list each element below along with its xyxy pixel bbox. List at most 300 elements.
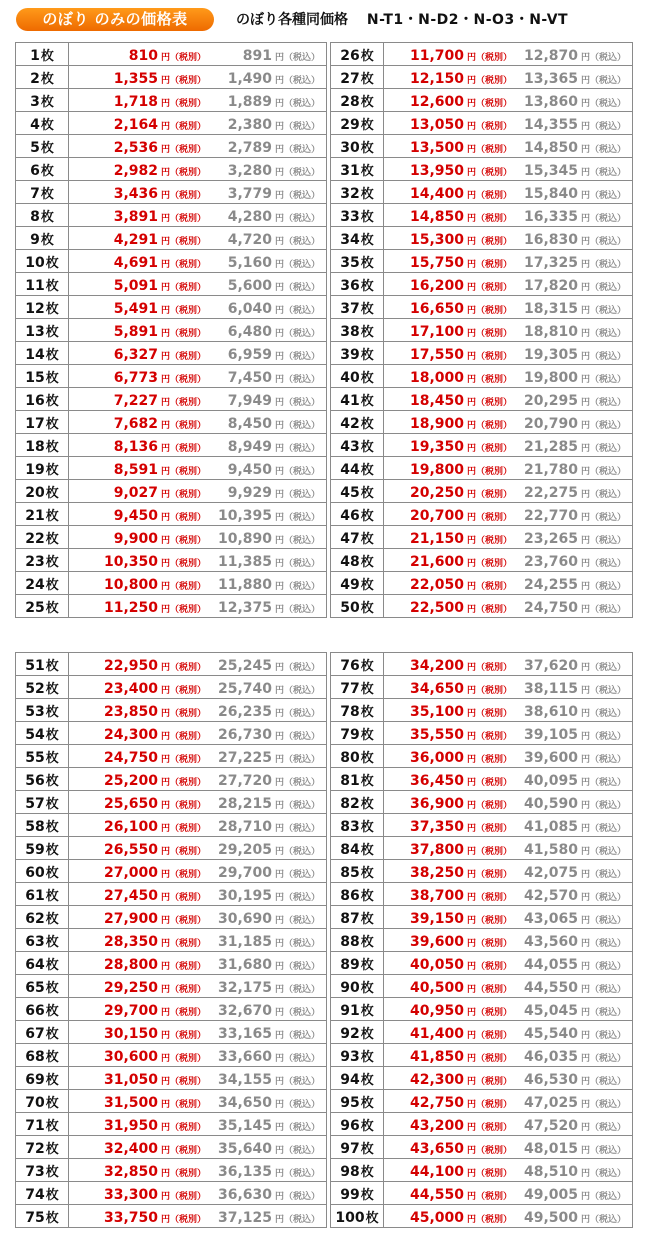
quantity-unit: 枚 <box>45 600 59 616</box>
quantity-unit: 枚 <box>360 819 374 835</box>
quantity-cell <box>331 411 384 434</box>
unit-excl-tax: 円（税別） <box>161 915 207 926</box>
price-row <box>331 181 633 204</box>
unit-excl-tax: 円（税別） <box>467 512 513 523</box>
price-excl-tax: 36,900 <box>409 795 464 812</box>
quantity-unit: 枚 <box>45 1095 59 1111</box>
quantity-value: 50 <box>340 599 360 616</box>
unit-incl-tax: 円（税込） <box>581 1145 627 1156</box>
price-cell <box>384 676 633 699</box>
price-excl-tax: 21,150 <box>409 530 464 547</box>
unit-excl-tax: 円（税別） <box>161 121 207 132</box>
unit-incl-tax: 円（税込） <box>581 98 627 109</box>
price-cell <box>69 883 327 906</box>
quantity-cell <box>331 296 384 319</box>
quantity-unit: 枚 <box>360 163 374 179</box>
unit-excl-tax: 円（税別） <box>161 1007 207 1018</box>
quantity-unit: 枚 <box>45 681 59 697</box>
quantity-unit: 枚 <box>45 934 59 950</box>
price-excl-tax: 45,000 <box>409 1209 464 1226</box>
quantity-unit: 枚 <box>45 888 59 904</box>
unit-excl-tax: 円（税別） <box>467 213 513 224</box>
quantity-cell <box>331 906 384 929</box>
quantity-cell <box>331 722 384 745</box>
unit-excl-tax: 円（税別） <box>467 397 513 408</box>
unit-incl-tax: 円（税込） <box>581 420 627 431</box>
price-excl-tax: 26,100 <box>103 818 158 835</box>
unit-incl-tax: 円（税込） <box>581 731 627 742</box>
unit-excl-tax: 円（税別） <box>161 581 207 592</box>
price-row <box>331 1044 633 1067</box>
price-incl-tax: 41,085 <box>523 818 578 835</box>
unit-incl-tax: 円（税込） <box>581 685 627 696</box>
unit-excl-tax: 円（税別） <box>161 1168 207 1179</box>
price-cell <box>69 837 327 860</box>
quantity-value: 43 <box>340 438 360 455</box>
quantity-cell <box>331 1021 384 1044</box>
price-excl-tax: 21,600 <box>409 553 464 570</box>
unit-incl-tax: 円（税込） <box>275 558 321 569</box>
unit-incl-tax: 円（税込） <box>581 581 627 592</box>
price-cell <box>384 998 633 1021</box>
quantity-value: 67 <box>25 1025 45 1042</box>
unit-incl-tax: 円（税込） <box>275 397 321 408</box>
price-cell <box>384 549 633 572</box>
price-cell <box>384 181 633 204</box>
price-row <box>16 791 327 814</box>
quantity-value: 55 <box>25 749 45 766</box>
price-cell <box>384 952 633 975</box>
unit-incl-tax: 円（税込） <box>275 892 321 903</box>
price-incl-tax: 38,115 <box>523 680 578 697</box>
price-row <box>16 250 327 273</box>
price-cell <box>69 676 327 699</box>
unit-incl-tax: 円（税込） <box>275 984 321 995</box>
quantity-value: 87 <box>340 910 360 927</box>
quantity-value: 40 <box>340 369 360 386</box>
quantity-unit: 枚 <box>45 347 59 363</box>
price-cell <box>384 1182 633 1205</box>
unit-excl-tax: 円（税別） <box>161 259 207 270</box>
price-row <box>331 434 633 457</box>
price-cell <box>384 365 633 388</box>
price-excl-tax: 19,800 <box>409 461 464 478</box>
price-table-1-25 <box>15 42 327 618</box>
quantity-value: 91 <box>340 1002 360 1019</box>
price-excl-tax: 38,250 <box>409 864 464 881</box>
quantity-value: 57 <box>25 795 45 812</box>
quantity-cell <box>331 791 384 814</box>
price-excl-tax: 42,300 <box>409 1071 464 1088</box>
price-cell <box>69 1021 327 1044</box>
price-cell <box>384 1021 633 1044</box>
unit-incl-tax: 円（税込） <box>581 892 627 903</box>
price-incl-tax: 35,640 <box>217 1140 272 1157</box>
quantity-cell <box>16 975 69 998</box>
price-cell <box>384 791 633 814</box>
price-excl-tax: 6,327 <box>113 346 158 363</box>
quantity-unit: 枚 <box>45 278 59 294</box>
quantity-value: 13 <box>25 323 45 340</box>
price-incl-tax: 15,840 <box>523 185 578 202</box>
quantity-cell <box>16 480 69 503</box>
quantity-cell <box>331 595 384 618</box>
unit-incl-tax: 円（税込） <box>581 512 627 523</box>
quantity-unit: 枚 <box>360 94 374 110</box>
price-row <box>331 883 633 906</box>
price-incl-tax: 43,065 <box>523 910 578 927</box>
price-incl-tax: 45,045 <box>523 1002 578 1019</box>
quantity-unit: 枚 <box>45 255 59 271</box>
quantity-unit: 枚 <box>40 163 54 179</box>
price-row <box>331 1021 633 1044</box>
quantity-value: 2 <box>30 70 40 87</box>
unit-incl-tax: 円（税込） <box>275 800 321 811</box>
price-excl-tax: 35,100 <box>409 703 464 720</box>
price-row <box>331 1067 633 1090</box>
unit-excl-tax: 円（税別） <box>161 984 207 995</box>
quantity-value: 99 <box>340 1186 360 1203</box>
price-excl-tax: 810 <box>128 47 158 64</box>
price-incl-tax: 2,380 <box>227 116 272 133</box>
unit-incl-tax: 円（税込） <box>275 777 321 788</box>
price-row <box>331 929 633 952</box>
price-row <box>331 699 633 722</box>
quantity-cell <box>16 319 69 342</box>
unit-excl-tax: 円（税別） <box>161 754 207 765</box>
unit-excl-tax: 円（税別） <box>467 581 513 592</box>
unit-incl-tax: 円（税込） <box>581 236 627 247</box>
unit-incl-tax: 円（税込） <box>581 282 627 293</box>
price-excl-tax: 31,050 <box>103 1071 158 1088</box>
price-cell <box>69 975 327 998</box>
unit-excl-tax: 円（税別） <box>467 1030 513 1041</box>
quantity-unit: 枚 <box>360 324 374 340</box>
quantity-value: 22 <box>25 530 45 547</box>
quantity-cell <box>16 952 69 975</box>
price-incl-tax: 47,025 <box>523 1094 578 1111</box>
price-excl-tax: 23,400 <box>103 680 158 697</box>
quantity-cell <box>16 1113 69 1136</box>
price-row <box>16 227 327 250</box>
unit-excl-tax: 円（税別） <box>161 731 207 742</box>
quantity-unit: 枚 <box>360 957 374 973</box>
price-row <box>16 814 327 837</box>
quantity-unit: 枚 <box>360 370 374 386</box>
unit-excl-tax: 円（税別） <box>161 190 207 201</box>
quantity-cell <box>16 89 69 112</box>
price-incl-tax: 23,760 <box>523 553 578 570</box>
unit-excl-tax: 円（税別） <box>467 708 513 719</box>
price-incl-tax: 3,280 <box>227 162 272 179</box>
quantity-cell <box>331 860 384 883</box>
price-incl-tax: 12,375 <box>217 599 272 616</box>
price-row <box>16 572 327 595</box>
price-incl-tax: 35,145 <box>217 1117 272 1134</box>
unit-excl-tax: 円（税別） <box>161 374 207 385</box>
quantity-cell <box>16 365 69 388</box>
unit-incl-tax: 円（税込） <box>275 466 321 477</box>
quantity-unit: 枚 <box>360 773 374 789</box>
price-excl-tax: 2,536 <box>113 139 158 156</box>
price-cell <box>69 434 327 457</box>
quantity-unit: 枚 <box>45 658 59 674</box>
price-excl-tax: 34,650 <box>409 680 464 697</box>
quantity-unit: 枚 <box>360 681 374 697</box>
price-row <box>16 1090 327 1113</box>
price-incl-tax: 47,520 <box>523 1117 578 1134</box>
unit-excl-tax: 円（税別） <box>161 777 207 788</box>
quantity-unit: 枚 <box>365 1210 379 1226</box>
price-cell <box>69 1044 327 1067</box>
price-cell <box>384 43 633 66</box>
price-incl-tax: 29,700 <box>217 864 272 881</box>
unit-excl-tax: 円（税別） <box>161 98 207 109</box>
price-excl-tax: 20,250 <box>409 484 464 501</box>
unit-excl-tax: 円（税別） <box>467 1168 513 1179</box>
price-incl-tax: 7,450 <box>227 369 272 386</box>
unit-incl-tax: 円（税込） <box>581 662 627 673</box>
price-cell <box>69 112 327 135</box>
quantity-unit: 枚 <box>45 416 59 432</box>
unit-excl-tax: 円（税別） <box>467 869 513 880</box>
quantity-cell <box>331 158 384 181</box>
quantity-value: 30 <box>340 139 360 156</box>
price-cell <box>69 745 327 768</box>
quantity-cell <box>331 319 384 342</box>
price-incl-tax: 37,125 <box>217 1209 272 1226</box>
price-cell <box>69 1159 327 1182</box>
price-cell <box>69 457 327 480</box>
page-header <box>0 0 646 40</box>
quantity-value: 51 <box>25 657 45 674</box>
price-cell <box>69 860 327 883</box>
price-cell <box>384 250 633 273</box>
quantity-cell <box>331 1044 384 1067</box>
price-row <box>16 860 327 883</box>
unit-incl-tax: 円（税込） <box>275 581 321 592</box>
price-excl-tax: 39,600 <box>409 933 464 950</box>
quantity-cell <box>331 653 384 676</box>
price-incl-tax: 32,175 <box>217 979 272 996</box>
unit-excl-tax: 円（税別） <box>161 1145 207 1156</box>
price-excl-tax: 22,500 <box>409 599 464 616</box>
unit-excl-tax: 円（税別） <box>161 144 207 155</box>
unit-incl-tax: 円（税込） <box>275 1053 321 1064</box>
unit-incl-tax: 円（税込） <box>581 777 627 788</box>
quantity-cell <box>16 1182 69 1205</box>
quantity-unit: 枚 <box>45 957 59 973</box>
price-cell <box>384 837 633 860</box>
price-excl-tax: 25,650 <box>103 795 158 812</box>
unit-incl-tax: 円（税込） <box>581 869 627 880</box>
unit-incl-tax: 円（税込） <box>275 1099 321 1110</box>
price-row <box>16 1044 327 1067</box>
quantity-cell <box>16 883 69 906</box>
unit-incl-tax: 円（税込） <box>275 961 321 972</box>
quantity-cell <box>16 676 69 699</box>
unit-excl-tax: 円（税別） <box>467 420 513 431</box>
quantity-value: 76 <box>340 657 360 674</box>
unit-incl-tax: 円（税込） <box>581 52 627 63</box>
price-row <box>16 135 327 158</box>
price-excl-tax: 2,164 <box>113 116 158 133</box>
price-incl-tax: 43,560 <box>523 933 578 950</box>
quantity-value: 78 <box>340 703 360 720</box>
price-row <box>331 676 633 699</box>
price-incl-tax: 34,650 <box>217 1094 272 1111</box>
quantity-value: 4 <box>30 116 40 133</box>
quantity-cell <box>331 112 384 135</box>
price-excl-tax: 25,200 <box>103 772 158 789</box>
quantity-cell <box>331 1136 384 1159</box>
quantity-cell <box>16 158 69 181</box>
quantity-unit: 枚 <box>45 842 59 858</box>
unit-excl-tax: 円（税別） <box>161 1030 207 1041</box>
unit-incl-tax: 円（税込） <box>581 558 627 569</box>
price-incl-tax: 12,870 <box>523 47 578 64</box>
quantity-cell <box>331 181 384 204</box>
quantity-value: 32 <box>340 185 360 202</box>
price-cell <box>384 273 633 296</box>
unit-incl-tax: 円（税込） <box>581 938 627 949</box>
quantity-value: 88 <box>340 933 360 950</box>
unit-incl-tax: 円（税込） <box>275 535 321 546</box>
quantity-value: 18 <box>25 438 45 455</box>
price-excl-tax: 22,950 <box>103 657 158 674</box>
price-excl-tax: 15,300 <box>409 231 464 248</box>
quantity-unit: 枚 <box>45 819 59 835</box>
unit-incl-tax: 円（税込） <box>275 846 321 857</box>
price-incl-tax: 16,830 <box>523 231 578 248</box>
unit-incl-tax: 円（税込） <box>581 823 627 834</box>
unit-incl-tax: 円（税込） <box>581 489 627 500</box>
unit-excl-tax: 円（税別） <box>161 1099 207 1110</box>
quantity-value: 80 <box>340 749 360 766</box>
price-incl-tax: 2,789 <box>227 139 272 156</box>
quantity-cell <box>331 434 384 457</box>
unit-excl-tax: 円（税別） <box>467 938 513 949</box>
price-excl-tax: 27,000 <box>103 864 158 881</box>
price-incl-tax: 22,275 <box>523 484 578 501</box>
price-row <box>331 89 633 112</box>
price-incl-tax: 34,155 <box>217 1071 272 1088</box>
quantity-unit: 枚 <box>360 842 374 858</box>
quantity-cell <box>331 457 384 480</box>
unit-incl-tax: 円（税込） <box>581 328 627 339</box>
quantity-cell <box>16 434 69 457</box>
price-excl-tax: 17,100 <box>409 323 464 340</box>
quantity-value: 86 <box>340 887 360 904</box>
price-incl-tax: 29,205 <box>217 841 272 858</box>
unit-excl-tax: 円（税別） <box>161 685 207 696</box>
unit-incl-tax: 円（税込） <box>275 144 321 155</box>
quantity-cell <box>331 89 384 112</box>
unit-excl-tax: 円（税別） <box>467 892 513 903</box>
unit-excl-tax: 円（税別） <box>467 685 513 696</box>
quantity-unit: 枚 <box>360 600 374 616</box>
unit-incl-tax: 円（税込） <box>581 1214 627 1225</box>
unit-excl-tax: 円（税別） <box>467 144 513 155</box>
price-excl-tax: 40,500 <box>409 979 464 996</box>
price-incl-tax: 40,095 <box>523 772 578 789</box>
price-excl-tax: 12,600 <box>409 93 464 110</box>
unit-excl-tax: 円（税別） <box>161 869 207 880</box>
price-row <box>16 975 327 998</box>
price-cell <box>69 204 327 227</box>
quantity-value: 45 <box>340 484 360 501</box>
price-cell <box>384 388 633 411</box>
quantity-value: 19 <box>25 461 45 478</box>
price-row <box>16 906 327 929</box>
price-row <box>331 112 633 135</box>
quantity-value: 1 <box>30 47 40 64</box>
quantity-cell <box>16 43 69 66</box>
price-excl-tax: 34,200 <box>409 657 464 674</box>
unit-incl-tax: 円（税込） <box>275 98 321 109</box>
unit-excl-tax: 円（税別） <box>467 662 513 673</box>
quantity-cell <box>16 112 69 135</box>
quantity-value: 20 <box>25 484 45 501</box>
unit-incl-tax: 円（税込） <box>275 489 321 500</box>
unit-excl-tax: 円（税別） <box>161 800 207 811</box>
quantity-unit: 枚 <box>360 658 374 674</box>
quantity-unit: 枚 <box>45 1026 59 1042</box>
price-row <box>16 883 327 906</box>
unit-incl-tax: 円（税込） <box>581 984 627 995</box>
quantity-value: 21 <box>25 507 45 524</box>
quantity-cell <box>331 1182 384 1205</box>
price-incl-tax: 41,580 <box>523 841 578 858</box>
price-cell <box>384 595 633 618</box>
quantity-value: 47 <box>340 530 360 547</box>
price-incl-tax: 21,780 <box>523 461 578 478</box>
quantity-value: 12 <box>25 300 45 317</box>
quantity-cell <box>331 883 384 906</box>
quantity-unit: 枚 <box>45 796 59 812</box>
price-excl-tax: 4,691 <box>113 254 158 271</box>
quantity-value: 84 <box>340 841 360 858</box>
quantity-value: 24 <box>25 576 45 593</box>
price-row <box>331 204 633 227</box>
quantity-unit: 枚 <box>360 393 374 409</box>
price-incl-tax: 33,660 <box>217 1048 272 1065</box>
quantity-cell <box>16 1205 69 1228</box>
quantity-cell <box>16 595 69 618</box>
price-row <box>331 227 633 250</box>
price-cell <box>384 89 633 112</box>
quantity-unit: 枚 <box>45 1003 59 1019</box>
quantity-unit: 枚 <box>40 232 54 248</box>
price-row <box>331 837 633 860</box>
price-excl-tax: 17,550 <box>409 346 464 363</box>
price-cell <box>69 158 327 181</box>
quantity-value: 34 <box>340 231 360 248</box>
price-row <box>16 952 327 975</box>
price-row <box>16 1205 327 1228</box>
unit-excl-tax: 円（税別） <box>161 558 207 569</box>
quantity-unit: 枚 <box>360 1187 374 1203</box>
price-incl-tax: 32,670 <box>217 1002 272 1019</box>
price-incl-tax: 48,510 <box>523 1163 578 1180</box>
unit-incl-tax: 円（税込） <box>581 1030 627 1041</box>
quantity-cell <box>16 388 69 411</box>
price-incl-tax: 8,450 <box>227 415 272 432</box>
unit-excl-tax: 円（税別） <box>161 1122 207 1133</box>
unit-excl-tax: 円（税別） <box>467 1007 513 1018</box>
unit-excl-tax: 円（税別） <box>467 282 513 293</box>
price-incl-tax: 891 <box>242 47 272 64</box>
